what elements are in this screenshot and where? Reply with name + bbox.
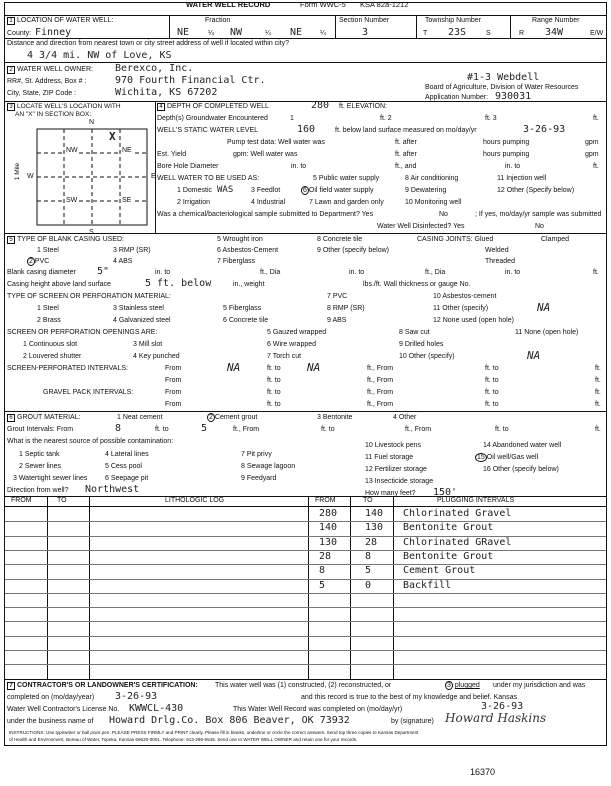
casing-abs[interactable]: 4 ABS bbox=[113, 258, 133, 265]
use-injection[interactable]: 11 Injection well bbox=[497, 175, 547, 182]
log-row-divider bbox=[5, 664, 606, 665]
casing-fiberglass[interactable]: 7 Fiberglass bbox=[217, 258, 256, 265]
grout-ft-to: ft. to bbox=[155, 426, 169, 433]
mile-label: 1 Mile bbox=[14, 162, 22, 181]
plugging-from-cell[interactable]: 140 bbox=[319, 522, 338, 534]
perf-intervals-label: SCREEN-PERFORATED INTERVALS: bbox=[7, 365, 128, 372]
grout-ft-to-2: ft. to bbox=[321, 426, 335, 433]
gravel-ft-2: ft. bbox=[595, 401, 601, 408]
plugging-to-cell[interactable]: 130 bbox=[365, 522, 384, 534]
perf-ft-from: ft., From bbox=[367, 365, 394, 372]
how-many-label: How many feet? bbox=[365, 490, 416, 497]
record-completed-date[interactable]: 3-26-93 bbox=[481, 701, 524, 712]
depth-label: 4 DEPTH OF COMPLETED WELL bbox=[157, 103, 269, 111]
section-grid[interactable] bbox=[35, 127, 149, 227]
use-industrial[interactable]: 4 Industrial bbox=[251, 199, 286, 206]
diameter-in-to-2: in. to bbox=[349, 269, 365, 276]
opening-continuous[interactable]: 1 Continuous slot bbox=[23, 341, 78, 348]
quadrant-sw: SW bbox=[66, 197, 78, 204]
opening-other-value[interactable]: NA bbox=[527, 349, 541, 362]
compass-w: W bbox=[27, 173, 34, 180]
gw-ft: ft. bbox=[593, 115, 599, 122]
perf-from-value[interactable]: NA bbox=[227, 361, 241, 374]
plugging-to-cell[interactable]: 8 bbox=[365, 550, 372, 562]
range-number-label: Range Number bbox=[532, 17, 580, 24]
casing-pvc[interactable]: 2 PVC bbox=[29, 258, 50, 265]
form-number: Form WWC-5 bbox=[300, 0, 346, 9]
compass-e: E bbox=[151, 173, 156, 180]
perf-from: From bbox=[165, 365, 182, 372]
chem-sample-label: Was a chemical/bacteriological sample submitted to Department? Yes bbox=[157, 211, 374, 218]
screen-rmp[interactable]: 8 RMP (SR) bbox=[327, 305, 365, 312]
pump-gpm: gpm bbox=[585, 139, 599, 146]
bore-ft-and: ft., and bbox=[395, 163, 417, 170]
opening-louvered[interactable]: 2 Louvered shutter bbox=[23, 353, 82, 360]
casing-rmp[interactable]: 3 RMP (SR) bbox=[113, 247, 151, 254]
completed-date[interactable]: 3-26-93 bbox=[115, 691, 158, 702]
distance-label: Distance and direction from nearest town or city street address of well if located within city? bbox=[7, 40, 290, 47]
perf-ft-from-2: ft., From bbox=[367, 377, 394, 384]
signature[interactable]: Howard Haskins bbox=[445, 711, 547, 725]
compass-s: S bbox=[89, 229, 94, 236]
log-to-header: TO bbox=[57, 497, 67, 504]
screen-type-label: TYPE OF SCREEN OR PERFORATION MATERIAL: bbox=[7, 293, 171, 300]
contam-lateral[interactable]: 4 Lateral lines bbox=[105, 451, 149, 458]
contam-cess[interactable]: 5 Cess pool bbox=[105, 463, 142, 470]
diameter-in-to-3: in. to bbox=[505, 269, 521, 276]
plugging-desc-cell[interactable]: Backfill bbox=[403, 579, 452, 591]
direction-label: Direction from well? bbox=[7, 487, 69, 494]
county-label: County: bbox=[7, 30, 32, 37]
elevation-label: ft. ELEVATION: bbox=[339, 103, 387, 110]
gravel-ft-from: ft., From bbox=[367, 389, 394, 396]
grout-ft-to-3: ft. to bbox=[495, 426, 509, 433]
distance-value[interactable]: 4 3/4 mi. NW of Love, KS bbox=[27, 50, 172, 61]
grout-ft-from-2: ft., From bbox=[405, 426, 432, 433]
perf-ft-2: ft. bbox=[595, 377, 601, 384]
gw-1: 1 bbox=[290, 115, 294, 122]
use-oilfield[interactable]: 6 Oil field water supply bbox=[303, 187, 374, 194]
est-yield-label: Est. Yield bbox=[157, 151, 187, 158]
opening-drilled[interactable]: 9 Drilled holes bbox=[399, 341, 444, 348]
perf-ft-to-4: ft. to bbox=[485, 377, 499, 384]
locate-label-2: AN "X" IN SECTION BOX: bbox=[15, 111, 92, 118]
license-value[interactable]: KWWCL-430 bbox=[129, 703, 184, 714]
screen-asbestos[interactable]: 10 Asbestos-cement bbox=[433, 293, 497, 300]
screen-galvanized[interactable]: 4 Galvanized steel bbox=[113, 317, 171, 324]
use-monitoring[interactable]: 10 Monitoring well bbox=[405, 199, 462, 206]
contam-sewer[interactable]: 2 Sewer lines bbox=[19, 463, 62, 470]
document-number: 16370 bbox=[470, 767, 496, 777]
log-row-divider bbox=[5, 536, 606, 537]
plugging-intervals-header: PLUGGING INTERVALS bbox=[437, 497, 515, 504]
perf-ft-to: ft. to bbox=[267, 365, 281, 372]
well-use-label: WELL WATER TO BE USED AS: bbox=[157, 175, 260, 182]
casing-other[interactable]: 9 Other (specify below) bbox=[317, 247, 389, 254]
gravel-ft: ft. bbox=[595, 389, 601, 396]
lithologic-log-header: LITHOLOGIC LOG bbox=[165, 497, 225, 504]
use-lawn[interactable]: 7 Lawn and garden only bbox=[309, 199, 384, 206]
address-label: RR#, St. Address, Box # : bbox=[7, 78, 87, 85]
board-label: Board of Agriculture, Division of Water Resources bbox=[425, 84, 579, 91]
range-r-label: R bbox=[519, 30, 525, 37]
bore-label: Bore Hole Diameter bbox=[157, 163, 219, 170]
log-row-divider bbox=[5, 650, 606, 651]
quarter-symbol: ¼ bbox=[265, 30, 271, 37]
contam-septic[interactable]: 1 Septic tank bbox=[19, 451, 60, 458]
plugged-option[interactable]: 3 plugged bbox=[447, 682, 480, 689]
disinfected-no[interactable]: No bbox=[535, 223, 544, 230]
plugging-to-cell[interactable]: 28 bbox=[365, 536, 378, 548]
contam-abandoned[interactable]: 14 Abandoned water well bbox=[483, 442, 562, 449]
log-row-divider bbox=[5, 564, 606, 565]
height-weight: in., weight bbox=[233, 281, 265, 288]
range-value[interactable]: 34W bbox=[545, 27, 564, 38]
license-label: Water Well Contractor's License No. bbox=[7, 706, 120, 713]
perf-ft-to-3: ft. to bbox=[267, 377, 281, 384]
certification-tail: under my jurisdiction and was bbox=[493, 682, 586, 689]
record-completed-label: This Water Well Record was completed on (mo/day/yr) bbox=[233, 706, 403, 713]
certification-text: This water well was (1) constructed, (2) reconstructed, or bbox=[215, 682, 392, 689]
opening-mill[interactable]: 3 Mill slot bbox=[133, 341, 163, 348]
opening-other[interactable]: 10 Other (specify) bbox=[399, 353, 455, 360]
casing-concrete[interactable]: 8 Concrete tile bbox=[317, 236, 363, 243]
screen-pvc[interactable]: 7 PVC bbox=[327, 293, 348, 300]
log-row-divider bbox=[5, 550, 606, 551]
plugging-desc-cell[interactable]: Cement Grout bbox=[403, 565, 476, 577]
joints-clamped[interactable]: Clamped bbox=[541, 236, 570, 243]
perf-ft-to-2: ft. to bbox=[485, 365, 499, 372]
contam-feedyard[interactable]: 9 Feedyard bbox=[241, 475, 277, 482]
casing-type-label: 5 TYPE OF BLANK CASING USED: bbox=[7, 236, 124, 244]
use-air[interactable]: 8 Air conditioning bbox=[405, 175, 459, 182]
address-value[interactable]: 970 Fourth Financial Ctr. bbox=[115, 75, 266, 86]
joints-welded[interactable]: Welded bbox=[485, 247, 509, 254]
contam-insecticide[interactable]: 13 Insecticide storage bbox=[365, 478, 434, 485]
direction-value[interactable]: Northwest bbox=[85, 484, 140, 495]
business-value[interactable]: Howard Drlg.Co. Box 806 Beaver, OK 73932 bbox=[109, 715, 350, 726]
disinfected-label: Water Well Disinfected? Yes bbox=[377, 223, 465, 230]
pump-hours: hours pumping bbox=[483, 139, 530, 146]
ksa-reference: KSA 82a-1212 bbox=[360, 0, 409, 9]
pump-ft-after: ft. after bbox=[395, 139, 417, 146]
section-value[interactable]: 3 bbox=[362, 27, 369, 38]
plugging-from-cell[interactable]: 28 bbox=[319, 550, 332, 562]
plug-from-header: FROM bbox=[315, 497, 336, 504]
perf-ft: ft. bbox=[595, 365, 601, 372]
plugging-desc-cell[interactable]: Bentonite Grout bbox=[403, 522, 494, 534]
grout-cement[interactable]: 2 Cement grout bbox=[209, 414, 258, 421]
log-row-divider bbox=[5, 579, 606, 580]
certification-label: 7 CONTRACTOR'S OR LANDOWNER'S CERTIFICATION: bbox=[7, 682, 198, 690]
quarter-symbol: ¼ bbox=[320, 30, 326, 37]
plugging-desc-cell[interactable]: Chlorinated GRavel bbox=[403, 536, 512, 548]
owner-value[interactable]: Berexco, Inc. bbox=[115, 63, 194, 74]
grout-from-value[interactable]: 8 bbox=[115, 423, 122, 434]
city-label: City, State, ZIP Code : bbox=[7, 90, 76, 97]
locate-label: 3 LOCATE WELL'S LOCATION WITH bbox=[7, 103, 121, 111]
plug-to-header: TO bbox=[363, 497, 373, 504]
bore-in-to: in. to bbox=[291, 163, 307, 170]
township-s-label: S bbox=[486, 30, 491, 37]
section-1-label: 1 LOCATION OF WATER WELL: bbox=[7, 17, 113, 25]
joints-threaded[interactable]: Threaded bbox=[485, 258, 515, 265]
log-row-divider bbox=[5, 636, 606, 637]
grout-ft: ft. bbox=[595, 426, 601, 433]
gravel-ft-to: ft. to bbox=[267, 389, 281, 396]
yield-ft-after: ft. after bbox=[395, 151, 417, 158]
screen-stainless[interactable]: 3 Stainless steel bbox=[113, 305, 164, 312]
plugging-from-cell[interactable]: 280 bbox=[319, 508, 338, 519]
owner-label: 2 WATER WELL OWNER: bbox=[7, 66, 93, 74]
screen-none[interactable]: 12 None used (open hole) bbox=[433, 317, 514, 324]
diameter-in-to: in. to bbox=[155, 269, 171, 276]
grout-bentonite[interactable]: 3 Bentonite bbox=[317, 414, 353, 421]
plugging-desc-cell[interactable]: Bentonite Grout bbox=[403, 550, 494, 562]
yield-gpm: gpm bbox=[585, 151, 599, 158]
casing-wrought[interactable]: 5 Wrought iron bbox=[217, 236, 263, 243]
bore-ft: ft. bbox=[593, 163, 599, 170]
height-lbs: lbs./ft. Wall thickness or gauge No. bbox=[363, 281, 471, 288]
instructions-line-2: of Health and Environment, Bureau of Water, Topeka, Kansas 66620-0001. Telephone: 913-296-5545. Send one to WATER WELL OWNER and retain one for your records. bbox=[9, 737, 358, 742]
business-label: under the business name of bbox=[7, 718, 94, 725]
how-many-value[interactable]: 150' bbox=[433, 487, 458, 498]
compass-n: N bbox=[89, 119, 95, 126]
quadrant-ne: NE bbox=[122, 147, 132, 154]
plugging-from-cell[interactable]: 130 bbox=[319, 536, 338, 548]
screen-other[interactable]: 11 Other (specify) bbox=[433, 305, 489, 312]
was-annotation: WAS bbox=[217, 185, 234, 195]
log-row-divider bbox=[5, 607, 606, 608]
opening-key[interactable]: 4 Key punched bbox=[133, 353, 180, 360]
opening-torch[interactable]: 7 Torch cut bbox=[267, 353, 302, 360]
diameter-label: Blank casing diameter bbox=[7, 269, 76, 276]
casing-asbestos[interactable]: 6 Asbestos-Cement bbox=[217, 247, 279, 254]
groundwater-label: Depth(s) Groundwater Encountered bbox=[157, 115, 268, 122]
opening-none[interactable]: 11 None (open hole) bbox=[515, 329, 579, 336]
application-number[interactable]: 930031 bbox=[495, 91, 532, 102]
plugging-to-cell[interactable]: 0 bbox=[365, 579, 372, 591]
static-date[interactable]: 3-26-93 bbox=[523, 124, 566, 135]
screen-abs[interactable]: 9 ABS bbox=[327, 317, 347, 324]
township-value[interactable]: 23S bbox=[448, 27, 467, 38]
contam-lagoon[interactable]: 8 Sewage lagoon bbox=[241, 463, 296, 470]
screen-concrete[interactable]: 6 Concrete tile bbox=[223, 317, 269, 324]
gravel-ft-to-3: ft. to bbox=[267, 401, 281, 408]
section-number-label: Section Number bbox=[339, 17, 390, 24]
instructions-line-1: INSTRUCTIONS: Use typewriter or ball point pen. PLEASE PRESS FIRMLY and PRINT clearly. Please fill in blanks, underline or circle the correct answers. Send top three copies to Kansas Department bbox=[9, 730, 419, 735]
screen-steel[interactable]: 1 Steel bbox=[37, 305, 59, 312]
height-value[interactable]: 5 ft. below bbox=[145, 278, 212, 289]
height-label: Casing height above land surface bbox=[7, 281, 111, 288]
log-from-header: FROM bbox=[11, 497, 32, 504]
contam-privy[interactable]: 7 Pit privy bbox=[241, 451, 272, 458]
opening-wire[interactable]: 6 Wire wrapped bbox=[267, 341, 317, 348]
county-value[interactable]: Finney bbox=[35, 27, 72, 38]
contam-livestock[interactable]: 10 Livestock pens bbox=[365, 442, 422, 449]
yield-hours: hours pumping bbox=[483, 151, 530, 158]
grout-ft-from: ft., From bbox=[233, 426, 260, 433]
gw-2: ft. 2 bbox=[380, 115, 392, 122]
depth-value[interactable]: 280 bbox=[311, 100, 330, 111]
log-row-divider bbox=[5, 621, 606, 622]
application-label: Application Number: bbox=[425, 94, 489, 101]
grout-neat[interactable]: 1 Neat cement bbox=[117, 414, 163, 421]
gravel-intervals-label: GRAVEL PACK INTERVALS: bbox=[43, 389, 134, 396]
location-mark: X bbox=[109, 130, 116, 143]
well-id[interactable]: #1-3 Webdell bbox=[467, 72, 540, 83]
grout-other[interactable]: 4 Other bbox=[393, 414, 417, 421]
quadrant-se: SE bbox=[122, 197, 132, 204]
use-dewatering[interactable]: 9 Dewatering bbox=[405, 187, 447, 194]
gravel-from: From bbox=[165, 389, 182, 396]
diameter-value[interactable]: 5" bbox=[97, 266, 110, 277]
grout-material-label: 6 GROUT MATERIAL: bbox=[7, 414, 81, 422]
contamination-label: What is the nearest source of possible contamination: bbox=[7, 438, 174, 445]
quarter-symbol: ¼ bbox=[208, 30, 214, 37]
use-irrigation[interactable]: 2 Irrigation bbox=[177, 199, 211, 206]
openings-label: SCREEN OR PERFORATION OPENINGS ARE: bbox=[7, 329, 158, 336]
casing-steel[interactable]: 1 Steel bbox=[37, 247, 59, 254]
township-t-label: T bbox=[423, 30, 428, 37]
bore-in-to-2: in. to bbox=[505, 163, 521, 170]
contam-seepage[interactable]: 6 Seepage pit bbox=[105, 475, 149, 482]
static-level-tail: ft. below land surface measured on mo/day/yr bbox=[335, 127, 477, 134]
contam-watertight[interactable]: 3 Watertight sewer lines bbox=[13, 475, 88, 482]
screen-brass[interactable]: 2 Brass bbox=[37, 317, 61, 324]
contam-other[interactable]: 16 Other (specify below) bbox=[483, 466, 559, 473]
screen-fiberglass[interactable]: 5 Fiberglass bbox=[223, 305, 262, 312]
diameter-ft-dia-2: ft., Dia bbox=[425, 269, 446, 276]
gravel-ft-to-2: ft. to bbox=[485, 389, 499, 396]
static-level-value[interactable]: 160 bbox=[297, 124, 316, 135]
quarter-1[interactable]: NE bbox=[177, 27, 190, 38]
gw-3: ft. 3 bbox=[485, 115, 497, 122]
log-row-divider bbox=[5, 593, 606, 594]
screen-other-value[interactable]: NA bbox=[537, 301, 551, 314]
form-title: WATER WELL RECORD bbox=[186, 0, 271, 9]
grout-to-value[interactable]: 5 bbox=[201, 423, 208, 434]
gravel-ft-from-2: ft., From bbox=[367, 401, 394, 408]
perf-to-value[interactable]: NA bbox=[307, 361, 321, 374]
gravel-from-2: From bbox=[165, 401, 182, 408]
quadrant-nw: NW bbox=[66, 147, 78, 154]
est-yield-gpm: gpm: Well water was bbox=[233, 151, 298, 158]
plugging-to-cell[interactable]: 5 bbox=[365, 565, 372, 577]
diameter-ft-dia: ft., Dia bbox=[260, 269, 281, 276]
plugging-from-cell[interactable]: 8 bbox=[319, 565, 326, 577]
water-well-form bbox=[4, 2, 607, 746]
plugging-desc-cell[interactable]: Chlorinated Gravel bbox=[403, 508, 512, 519]
joints-label: CASING JOINTS: Glued bbox=[417, 236, 494, 243]
use-domestic[interactable]: 1 Domestic bbox=[177, 187, 213, 194]
perf-from-2: From bbox=[165, 377, 182, 384]
range-ew-label: E/W bbox=[590, 30, 604, 37]
contam-oil-gas[interactable]: 15 Oil well/Gas well bbox=[477, 454, 539, 461]
log-row-divider bbox=[5, 521, 606, 522]
signature-label: by (signature) bbox=[391, 718, 434, 725]
use-feedlot[interactable]: 3 Feedlot bbox=[251, 187, 281, 194]
contam-fertilizer[interactable]: 12 Fertilizer storage bbox=[365, 466, 427, 473]
static-level-label: WELL'S STATIC WATER LEVEL bbox=[157, 127, 259, 134]
record-text: and this record is true to the best of my knowledge and belief. Kansas bbox=[301, 694, 517, 701]
chem-if-yes: ; If yes, mo/day/yr sample was submitted bbox=[475, 211, 602, 218]
quarter-2[interactable]: NW bbox=[230, 27, 243, 38]
pump-test-label: Pump test data: Well water was bbox=[227, 139, 325, 146]
grout-intervals-label: Grout Intervals: From bbox=[7, 426, 74, 433]
plugging-from-cell[interactable]: 5 bbox=[319, 579, 326, 591]
gravel-ft-to-4: ft. to bbox=[485, 401, 499, 408]
city-value[interactable]: Wichita, KS 67202 bbox=[115, 87, 218, 98]
opening-saw[interactable]: 8 Saw cut bbox=[399, 329, 430, 336]
diameter-ft: ft. bbox=[593, 269, 599, 276]
quarter-3[interactable]: NE bbox=[290, 27, 303, 38]
township-number-label: Township Number bbox=[425, 17, 482, 24]
fraction-label: Fraction bbox=[205, 17, 231, 24]
chem-no[interactable]: No bbox=[439, 211, 448, 218]
opening-gauzed[interactable]: 5 Gauzed wrapped bbox=[267, 329, 327, 336]
completed-label: completed on (mo/day/year) bbox=[7, 694, 95, 701]
use-public[interactable]: 5 Public water supply bbox=[313, 175, 380, 182]
use-other[interactable]: 12 Other (Specify below) bbox=[497, 187, 575, 194]
contam-fuel[interactable]: 11 Fuel storage bbox=[365, 454, 414, 461]
plugging-to-cell[interactable]: 140 bbox=[365, 508, 384, 519]
